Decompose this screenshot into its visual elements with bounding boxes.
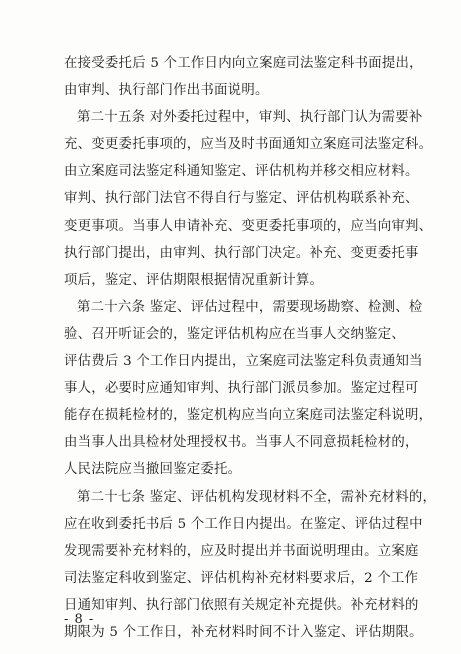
text-line: 在接受委托后 5 个工作日内向立案庭司法鉴定科书面提出， <box>64 56 423 71</box>
text-line: 事人，必要时应通知审判、执行部门派员参加。鉴定过程可 <box>64 381 419 397</box>
text-line: 人民法院应当撤回鉴定委托。 <box>64 462 242 478</box>
text-line: 评估费后 3 个工作日内提出，立案庭司法鉴定科负责通知当 <box>64 354 423 370</box>
text-line: 期限为 5 个工作日，补充材料时间不计入鉴定、评估期限。 <box>64 624 423 640</box>
text-line: 能存在损耗检材的，鉴定机构应当向立案庭司法鉴定科说明， <box>64 408 433 424</box>
text-line: 第二十五条 对外委托过程中，审判、执行部门认为需要补 <box>77 110 423 126</box>
text-line: 由当事人出具检材处理授权书。当事人不同意损耗检材的， <box>64 435 419 451</box>
text-line: 审判、执行部门法官不得自行与鉴定、评估机构联系补充、 <box>64 191 419 207</box>
text-line: 应在收到委托书后 5 个工作日内提出。在鉴定、评估过程中 <box>64 516 423 532</box>
text-line: 司法鉴定科收到鉴定、评估机构补充材料要求后，2 个工作 <box>64 570 419 586</box>
text-line: 日通知审判、执行部门依照有关规定补充提供。补充材料的 <box>64 597 419 613</box>
text-line: 由立案庭司法鉴定科通知鉴定、评估机构并移交相应材料。 <box>64 164 419 180</box>
text-line: 执行部门提出，由审判、执行部门决定。补充、变更委托事 <box>64 245 419 261</box>
text-line: 充、变更委托事项的，应当及时书面通知立案庭司法鉴定科。 <box>64 137 433 153</box>
text-line: 第二十六条 鉴定、评估过程中，需要现场勘察、检测、检 <box>77 299 423 315</box>
text-line: 发现需要补充材料的，应及时提出并书面说明理由。立案庭 <box>64 543 419 559</box>
text-line: 第二十七条 鉴定、评估机构发现材料不全，需补充材料的， <box>77 489 437 505</box>
text-line: 由审判、执行部门作出书面说明。 <box>64 83 269 99</box>
text-line: 变更事项。当事人申请补充、变更委托事项的，应当向审判、 <box>64 218 433 234</box>
document-body <box>64 50 437 646</box>
page-number: - 8 - <box>64 612 95 627</box>
text-line: 验、召开听证会的，鉴定评估机构应在当事人交纳鉴定、 <box>64 326 406 342</box>
text-line: 项后，鉴定、评估期限根据情况重新计算。 <box>64 272 324 288</box>
